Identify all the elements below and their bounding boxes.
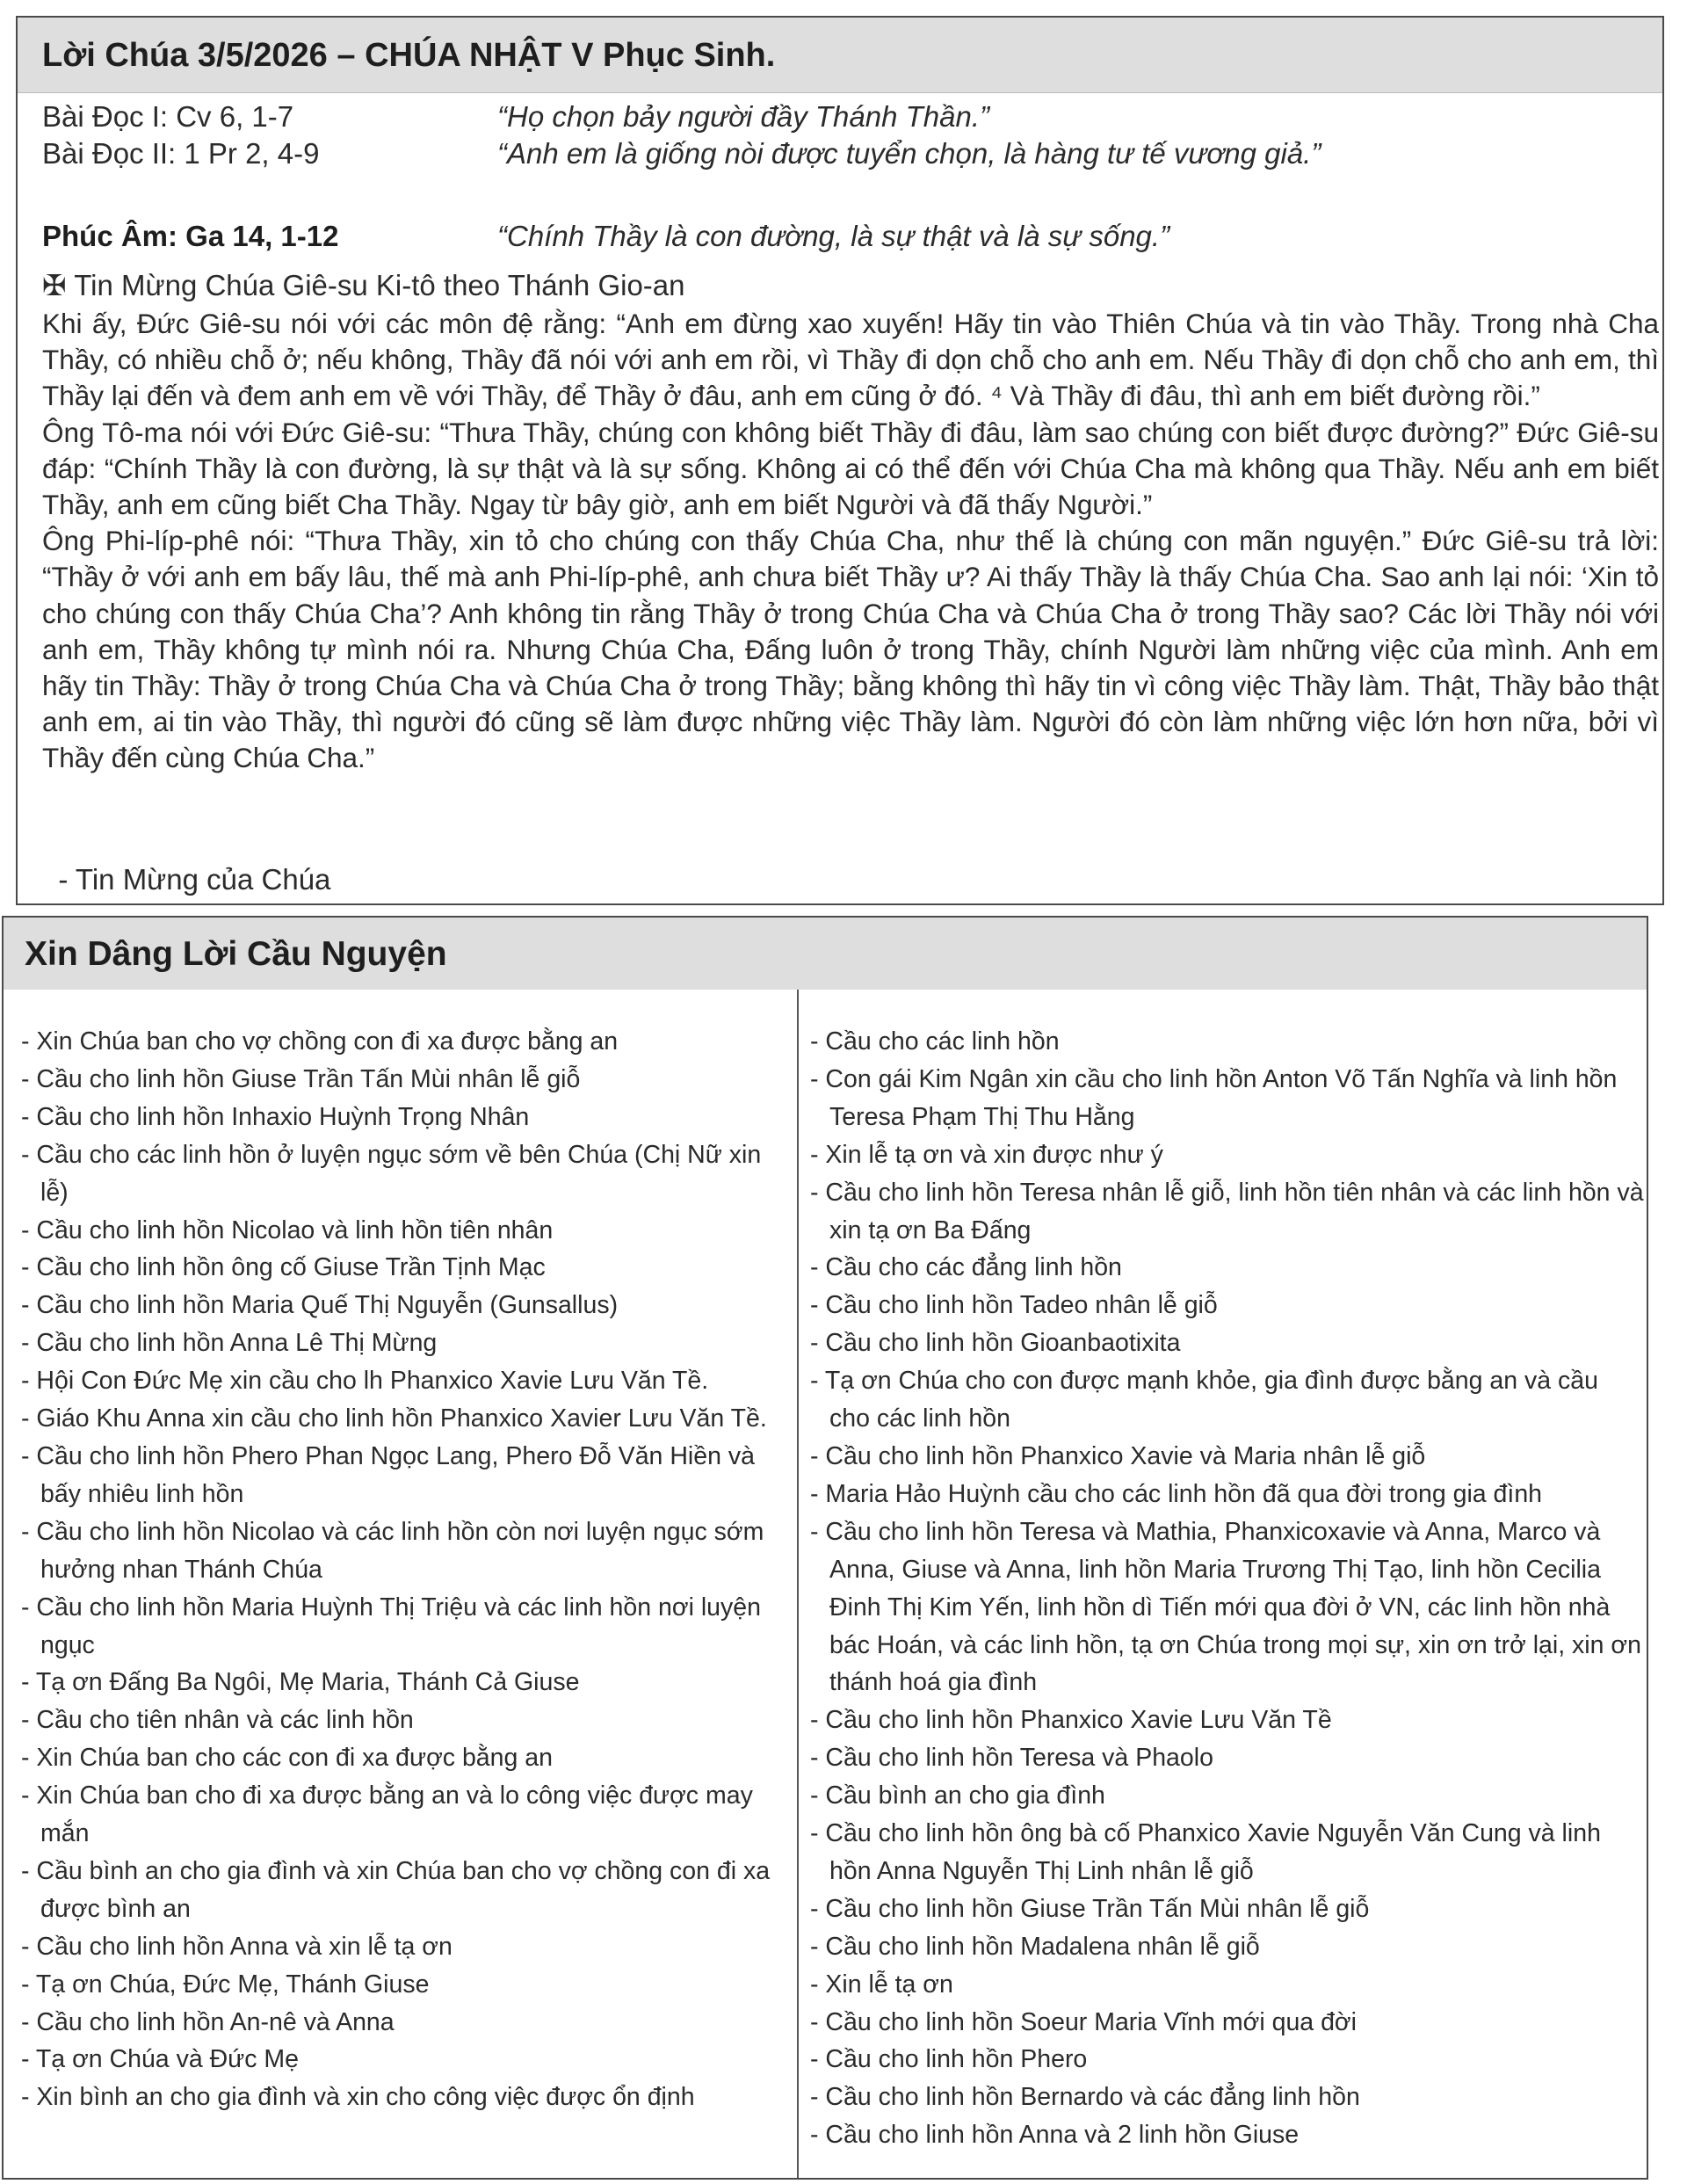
- second-reading: [42, 135, 1624, 172]
- prayer-item: - Cầu cho tiên nhân và các linh hồn: [21, 1706, 414, 1735]
- prayer-item: - Cầu cho linh hồn ông cố Giuse Trần Tịnh Mạc: [21, 1253, 546, 1282]
- prayer-item: - Xin Chúa ban cho vợ chồng con đi xa được bằng an: [21, 1027, 619, 1056]
- prayer-item: - Cầu cho linh hồn Anna và xin lễ tạ ơn: [21, 1932, 453, 1961]
- prayer-item: - Cầu cho linh hồn Phero: [810, 2045, 1088, 2074]
- prayer-item: - Cầu cho linh hồn Phanxico Xavie và Maria nhân lễ giỗ: [810, 1441, 1426, 1470]
- prayer-item: - Tạ ơn Chúa, Đức Mẹ, Thánh Giuse: [21, 1970, 430, 1999]
- prayer-item: - Xin bình an cho gia đình và xin cho công việc được ổn định: [21, 2083, 695, 2112]
- prayer-item: - Tạ ơn Chúa và Đức Mẹ: [21, 2045, 300, 2074]
- prayer-item: - Cầu cho linh hồn Teresa và Phaolo: [810, 1744, 1213, 1773]
- prayer-item: - Cầu cho các linh hồn ở luyện ngục sớm về bên Chúa (Chị Nữ xin lễ): [21, 1140, 762, 1207]
- gospel-quote: “Chính Thầy là con đường, là sự thật và là sự sống.”: [497, 220, 1170, 252]
- gospel-paragraph: Ông Tô-ma nói với Đức Giê-su: “Thưa Thầy, chúng con không biết Thầy đi đâu, làm sao chúng con biết được đường?” Đức Giê-su đáp: “Chính Thầy là con đường, là sự thật và là sự sống. Không ai có thể đến với Chúa Cha mà không qua Thầy. Nếu anh em biết Thầy, anh em cũng biết Cha Thầy. Ngay từ bây giờ, anh em biết Người và đã thấy Người.”: [42, 416, 1659, 521]
- first-reading: [42, 98, 1624, 135]
- gospel-paragraph: Khi ấy, Đức Giê-su nói với các môn đệ rằng: “Anh em đừng xao xuyến! Hãy tin vào Thiên Chúa và tin vào Thầy. Trong nhà Cha Thầy, có nhiều chỗ ở; nếu không, Thầy đã nói với anh em rồi, vì Thầy đi dọn chỗ cho anh em. Nếu Thầy đi dọn chỗ cho anh em, thì Thầy lại đến và đem anh em về với Thầy, để Thầy ở đâu, anh em cũng ở đó. ⁴ Và Thầy đi đâu, thì anh em biết đường rồi.”: [42, 308, 1659, 412]
- prayer-item: - Cầu cho linh hồn Anna Lê Thị Mừng: [21, 1329, 438, 1358]
- gospel-passage: [42, 306, 1659, 777]
- prayer-item: - Cầu cho linh hồn Teresa và Mathia, Phanxicoxavie và Anna, Marco và Anna, Giuse và Anna, linh hồn Maria Trương Thị Tạo, linh hồn Cecilia Đinh Thị Kim Yến, linh hồn dì Tiến mới qua đời ở VN, các linh hồn nhà bác Hoán, và các linh hồn, tạ ơn Chúa trong mọi sự, xin ơn trở lại, xin ơn thánh hoá gia đình: [810, 1517, 1641, 1697]
- readings-header: Lời Chúa 3/5/2026 – CHÚA NHẬT V Phục Sinh.: [18, 18, 1662, 93]
- prayer-item: - Maria Hảo Huỳnh cầu cho các linh hồn đã qua đời trong gia đình: [810, 1479, 1543, 1508]
- prayer-item: - Cầu cho linh hồn Giuse Trần Tấn Mùi nhân lễ giỗ: [810, 1894, 1370, 1923]
- gospel-closing: [42, 861, 330, 898]
- prayers-section: [2, 916, 1648, 2180]
- prayer-item: - Cầu cho linh hồn Nicolao và các linh hồn còn nơi luyện ngục sớm hưởng nhan Thánh Chúa: [21, 1517, 764, 1584]
- prayer-item: - Giáo Khu Anna xin cầu cho linh hồn Phanxico Xavier Lưu Văn Tề.: [21, 1404, 767, 1433]
- prayer-item: - Cầu cho linh hồn Nicolao và linh hồn tiên nhân: [21, 1215, 554, 1244]
- prayer-item: - Xin Chúa ban cho đi xa được bằng an và lo công việc được may mắn: [21, 1781, 753, 1848]
- prayer-item: - Cầu cho linh hồn Gioanbaotixita: [810, 1329, 1181, 1358]
- prayer-item: - Cầu cho linh hồn Maria Huỳnh Thị Triệu và các linh hồn nơi luyện ngục: [21, 1593, 761, 1659]
- prayer-item: - Cầu cho linh hồn Anna và 2 linh hồn Giuse: [810, 2121, 1300, 2150]
- prayer-item: - Cầu cho linh hồn Madalena nhân lễ giỗ: [810, 1932, 1260, 1961]
- prayer-item: - Xin lễ tạ ơn và xin được như ý: [810, 1140, 1163, 1169]
- second-reading-quote: “Anh em là giống nòi được tuyển chọn, là hàng tư tế vương giả.”: [497, 137, 1321, 170]
- gospel-intro: ✠ Tin Mừng Chúa Giê-su Ki-tô theo Thánh Gio-an: [42, 269, 685, 301]
- prayer-item: - Hội Con Đức Mẹ xin cầu cho lh Phanxico Xavie Lưu Văn Tề.: [21, 1367, 709, 1396]
- prayer-list-left: [21, 1023, 786, 2116]
- prayer-item: - Cầu cho linh hồn Teresa nhân lễ giỗ, linh hồn tiên nhân và các linh hồn và xin tạ ơn Ba Đấng: [810, 1178, 1644, 1244]
- readings-section: [16, 16, 1664, 905]
- prayers-header: Xin Dâng Lời Cầu Nguyện: [4, 918, 1647, 990]
- column-divider: [797, 990, 799, 2178]
- prayer-item: - Xin lễ tạ ơn: [810, 1970, 953, 1999]
- prayer-item: - Cầu cho linh hồn ông bà cố Phanxico Xavie Nguyễn Văn Cung và linh hồn Anna Nguyễn Thị Linh nhân lễ giỗ: [810, 1819, 1601, 1885]
- first-reading-ref: Bài Đọc I: Cv 6, 1-7: [42, 100, 294, 133]
- prayer-item: - Cầu bình an cho gia đình và xin Chúa ban cho vợ chồng con đi xa được bình an: [21, 1856, 771, 1923]
- prayer-item: - Cầu cho các linh hồn: [810, 1027, 1060, 1056]
- prayer-item: - Tạ ơn Chúa cho con được mạnh khỏe, gia đình được bằng an và cầu cho các linh hồn: [810, 1367, 1598, 1433]
- prayer-item: - Cầu cho linh hồn Phero Phan Ngọc Lang, Phero Đỗ Văn Hiền và bấy nhiêu linh hồn: [21, 1441, 755, 1508]
- gospel-closing-text: - Tin Mừng của Chúa: [58, 863, 331, 896]
- prayer-item: - Cầu cho linh hồn Phanxico Xavie Lưu Văn Tề: [810, 1706, 1332, 1735]
- second-reading-ref: Bài Đọc II: 1 Pr 2, 4-9: [42, 137, 320, 170]
- prayer-item: - Cầu cho linh hồn Bernardo và các đẳng linh hồn: [810, 2083, 1360, 2112]
- prayer-item: - Cầu cho linh hồn Inhaxio Huỳnh Trọng Nhân: [21, 1102, 530, 1131]
- prayer-item: - Cầu bình an cho gia đình: [810, 1781, 1105, 1810]
- prayer-item: - Cầu cho linh hồn Maria Quế Thị Nguyễn (Gunsallus): [21, 1291, 619, 1320]
- prayer-item: - Cầu cho linh hồn An-nê và Anna: [21, 2007, 395, 2036]
- prayer-list-right: [810, 1023, 1645, 2154]
- gospel-ref: Phúc Âm: Ga 14, 1-12: [42, 220, 339, 252]
- prayer-item: - Tạ ơn Đấng Ba Ngôi, Mẹ Maria, Thánh Cả Giuse: [21, 1668, 580, 1697]
- prayer-item: - Con gái Kim Ngân xin cầu cho linh hồn Anton Võ Tấn Nghĩa và linh hồn Teresa Phạm Thị Thu Hằng: [810, 1064, 1618, 1131]
- prayer-item: - Xin Chúa ban cho các con đi xa được bằng an: [21, 1744, 553, 1773]
- prayer-item: - Cầu cho các đẳng linh hồn: [810, 1253, 1122, 1282]
- prayer-item: - Cầu cho linh hồn Tadeo nhân lễ giỗ: [810, 1291, 1218, 1320]
- gospel-paragraph: Ông Phi-líp-phê nói: “Thưa Thầy, xin tỏ cho chúng con thấy Chúa Cha, như thế là chúng con mãn nguyện.” Đức Giê-su trả lời: “Thầy ở với anh em bấy lâu, thế mà anh Phi-líp-phê, anh chưa biết Thầy ư? Ai thấy Thầy là thấy Chúa Cha. Sao anh lại nói: ‘Xin tỏ cho chúng con thấy Chúa Cha’? Anh không tin rằng Thầy ở trong Chúa Cha và Chúa Cha ở trong Thầy sao? Các lời Thầy nói với anh em, Thầy không tự mình nói ra. Nhưng Chúa Cha, Đấng luôn ở trong Thầy, chính Người làm những việc của mình. Anh em hãy tin Thầy: Thầy ở trong Chúa Cha và Chúa Cha ở trong Thầy; bằng không thì hãy tin vì công việc Thầy làm. Thật, Thầy bảo thật anh em, ai tin vào Thầy, thì người đó cũng sẽ làm được những việc Thầy làm. Người đó còn làm những việc lớn hơn nữa, bởi vì Thầy đến cùng Chúa Cha.”: [42, 525, 1659, 774]
- prayer-item: - Cầu cho linh hồn Giuse Trần Tấn Mùi nhân lễ giỗ: [21, 1064, 581, 1093]
- prayer-item: - Cầu cho linh hồn Soeur Maria Vĩnh mới qua đời: [810, 2007, 1357, 2036]
- first-reading-quote: “Họ chọn bảy người đầy Thánh Thần.”: [497, 100, 990, 133]
